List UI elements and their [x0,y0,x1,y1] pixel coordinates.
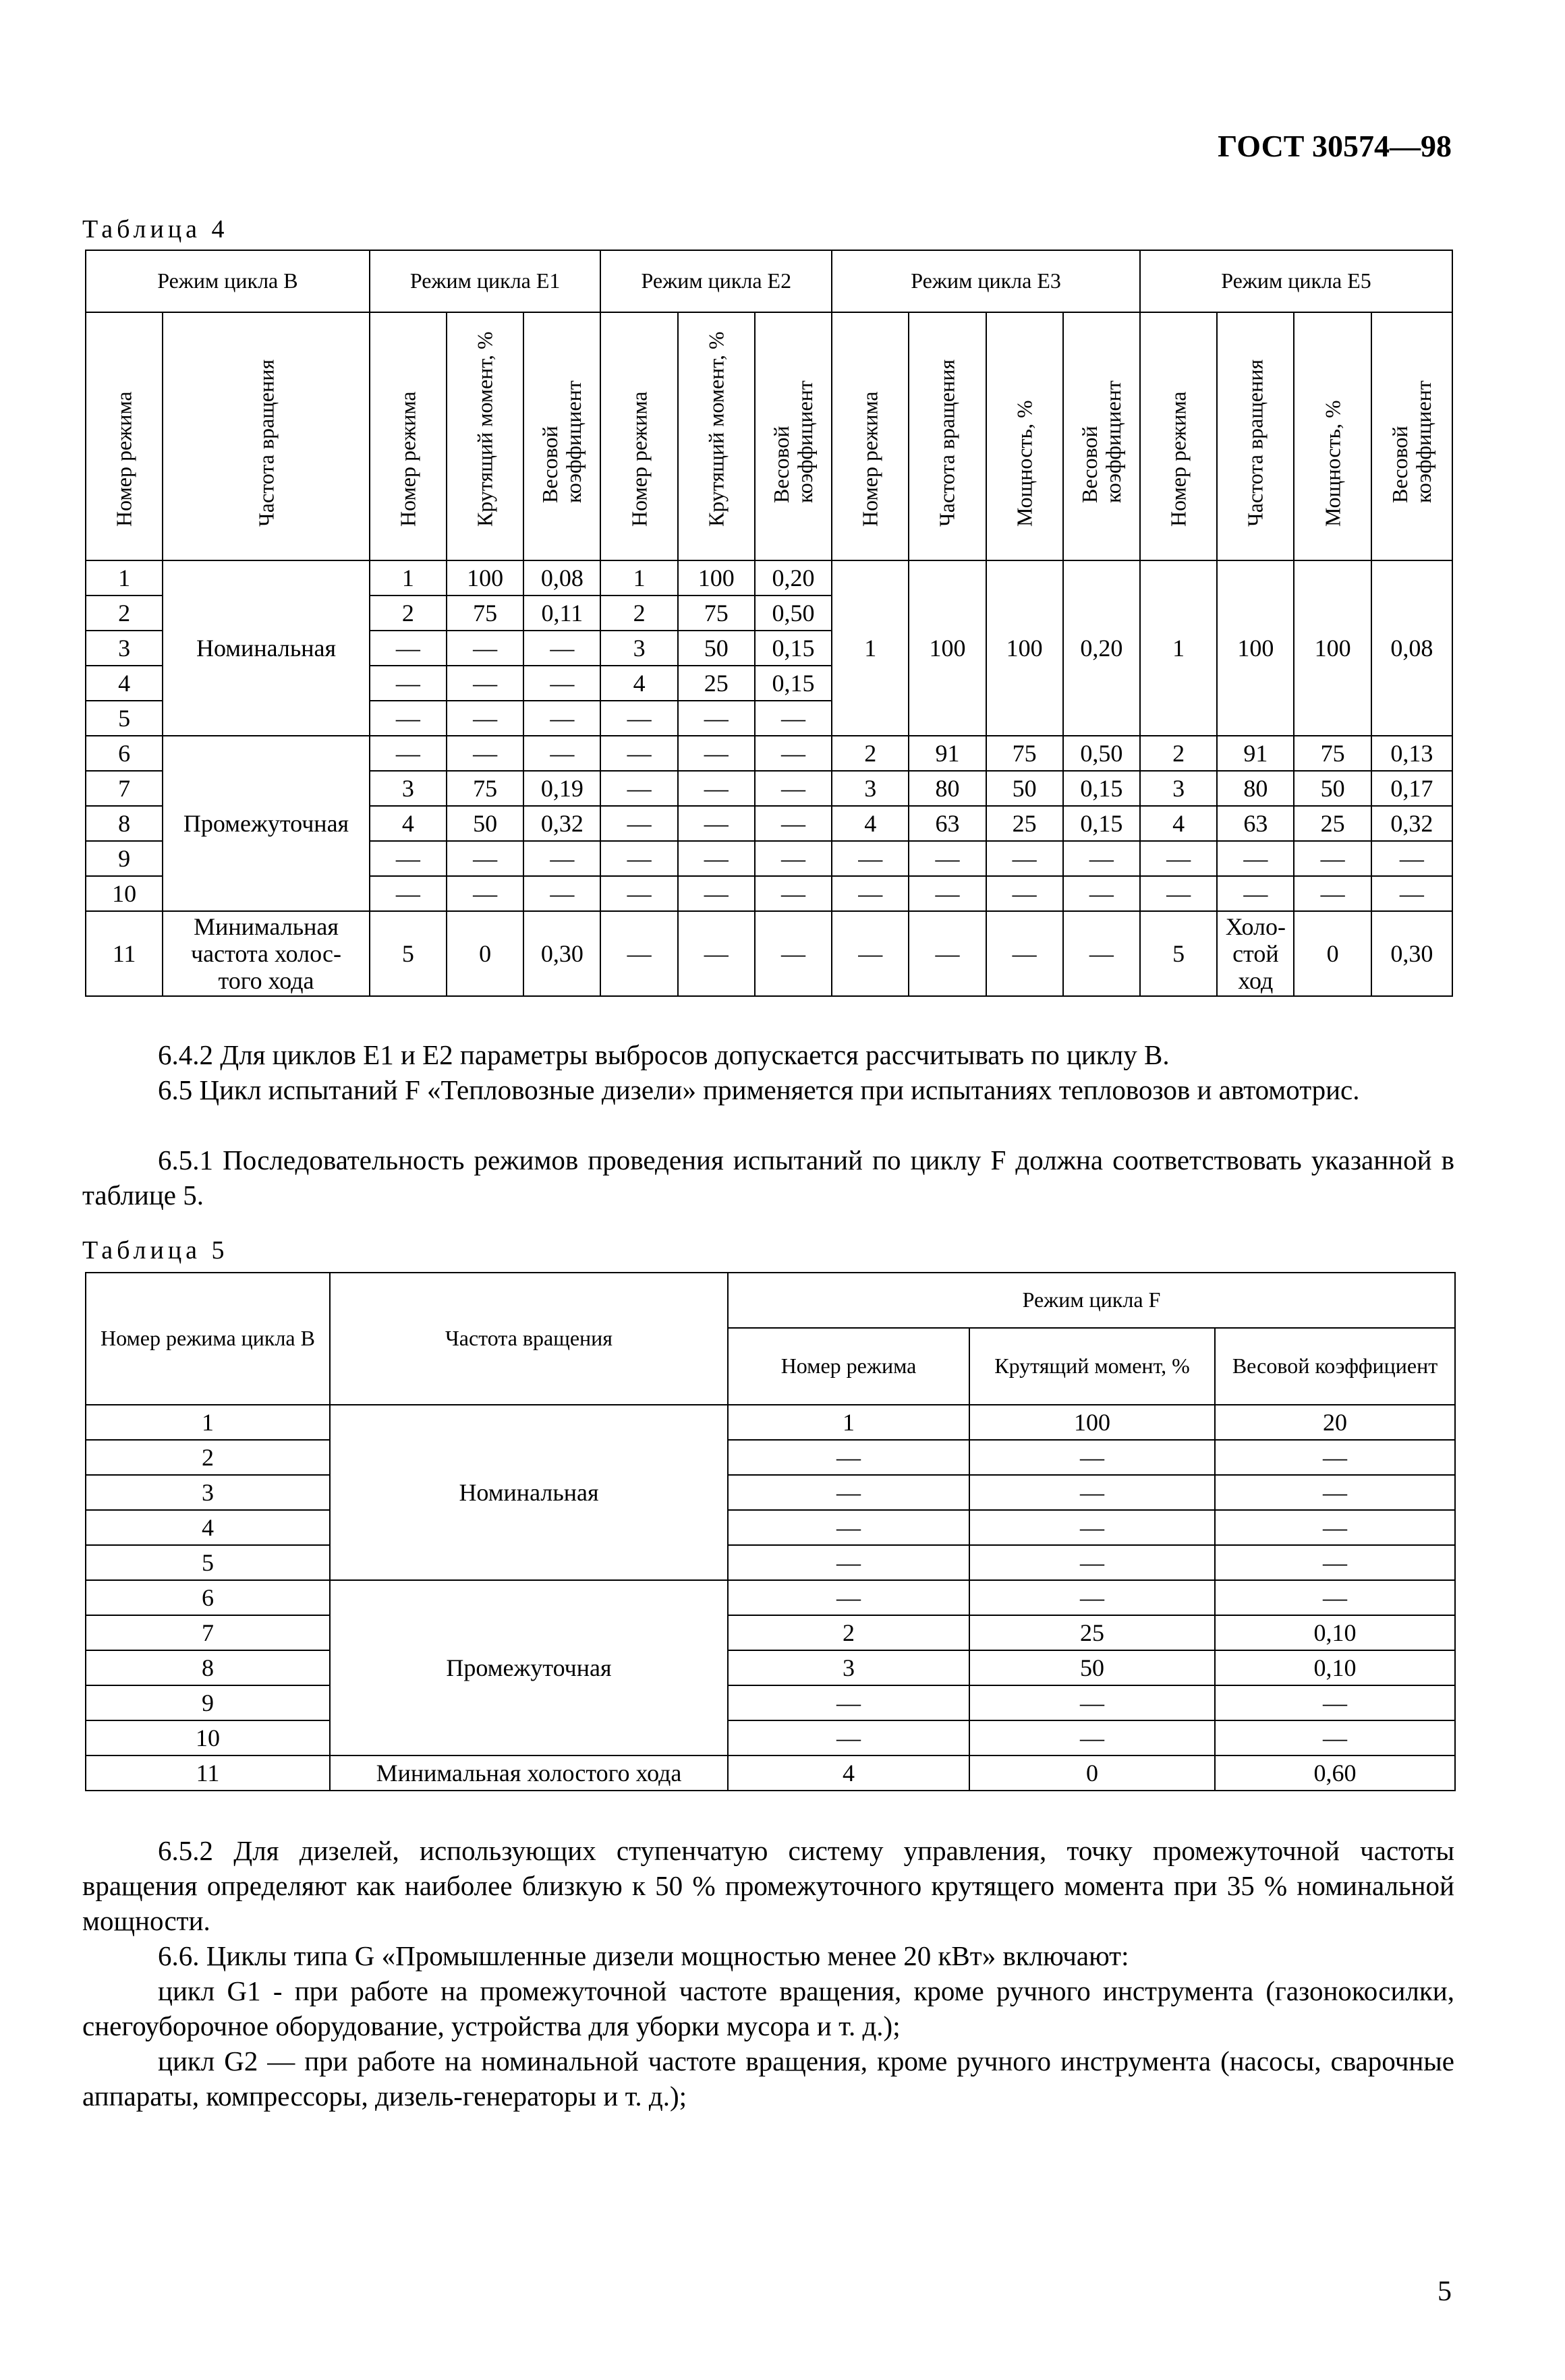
mode-b-cell: 10 [86,1720,330,1755]
e5-idle-line: стой [1232,939,1279,967]
vertical-headers-row [86,312,1452,560]
header-mode-no: Номер режима [728,1328,969,1405]
cycle-f-cell: — [728,1720,969,1755]
mode-b-cell: 1 [86,1405,330,1440]
paragraph-6-4-2: 6.4.2 Для циклов Е1 и Е2 параметры выбросов допускается рассчитывать по циклу В. [158,1039,1170,1070]
header-power: Мощность, % [986,312,1063,560]
cycle-f-cell: — [1215,1685,1455,1720]
speed-idle-line: Минимальная [194,912,339,940]
cycle-f-cell: — [1215,1440,1455,1475]
cycle-f-cell: 20 [1215,1405,1455,1440]
mode-b-cell: 6 [86,736,163,771]
e1-cell: — [447,631,523,666]
e3-cell: 75 [986,736,1063,771]
e5-cell: — [1371,841,1452,876]
header-mode-no: Номер режима [370,312,447,560]
e2-cell: 3 [600,631,677,666]
e1-cell: — [523,736,600,771]
e2-cell: 0,20 [755,560,832,596]
e3-nominal-cell: 1 [832,560,909,736]
e5-cell: 25 [1294,806,1371,841]
e5-idle-cell [1217,911,1294,996]
e3-cell: — [909,876,986,911]
e3-cell: 63 [909,806,986,841]
e1-cell: 4 [370,806,447,841]
header-torque: Крутящий момент, % [447,312,523,560]
e2-cell: — [755,806,832,841]
e2-cell: — [600,806,677,841]
header-weight: Весовой коэффициент [755,312,832,560]
table-row [86,1475,1455,1510]
e1-cell: — [523,841,600,876]
e2-cell: — [678,806,755,841]
e1-cell: 1 [370,560,447,596]
e5-cell: 0,17 [1371,771,1452,806]
e1-cell: 2 [370,596,447,631]
e2-cell: — [678,841,755,876]
paragraph-cycle-g2: цикл G2 — при работе на номинальной частоте вращения, кроме ручного инструмента (насосы, сварочные аппараты, компрессоры, дизель-генераторы и т. д.); [82,2045,1454,2112]
e1-cell: — [447,736,523,771]
e1-cell: 50 [447,806,523,841]
header-torque: Крутящий момент, % [969,1328,1215,1405]
e1-cell: — [370,701,447,736]
header-mode-no: Номер режима [832,312,909,560]
e5-cell: 0 [1294,911,1371,996]
e5-cell: — [1217,876,1294,911]
mode-b-cell: 5 [86,701,163,736]
mode-b-cell: 2 [86,1440,330,1475]
e2-cell: 75 [678,596,755,631]
e3-cell: — [909,841,986,876]
e1-cell: — [370,876,447,911]
e3-nominal-cell: 100 [986,560,1063,736]
e3-cell: 0,15 [1063,771,1140,806]
mode-b-cell: 10 [86,876,163,911]
cycle-f-cell: — [969,1545,1215,1580]
paragraph-6-5: 6.5 Цикл испытаний F «Тепловозные дизели» применяется при испытаниях тепловозов и автомотрис. [158,1074,1360,1105]
table-row [86,1545,1455,1580]
e5-cell: 75 [1294,736,1371,771]
cycle-f-cell: — [1215,1475,1455,1510]
cycle-f-cell: — [1215,1580,1455,1615]
cycle-f-cell: 0,60 [1215,1755,1455,1791]
table-row [86,1650,1455,1685]
e2-cell: 1 [600,560,677,596]
e3-cell: 0,15 [1063,806,1140,841]
group-header-e3: Режим цикла Е3 [832,250,1140,312]
e2-cell: — [600,841,677,876]
e5-cell: — [1371,876,1452,911]
e1-cell: 0,08 [523,560,600,596]
e1-cell: — [447,876,523,911]
mode-b-cell: 1 [86,560,163,596]
cycle-f-cell: 50 [969,1650,1215,1685]
cycle-f-cell: — [969,1685,1215,1720]
header-speed: Частота вращения [163,312,370,560]
table-row [86,911,1452,996]
e2-cell: — [600,771,677,806]
e5-cell: 5 [1140,911,1217,996]
mode-b-cell: 3 [86,1475,330,1510]
e2-cell: 0,50 [755,596,832,631]
speed-nominal-cell: Номинальная [163,560,370,736]
e5-cell: — [1294,841,1371,876]
e1-cell: 0 [447,911,523,996]
e2-cell: — [678,911,755,996]
e2-cell: — [755,876,832,911]
e5-cell: 91 [1217,736,1294,771]
e5-cell: — [1140,876,1217,911]
mode-b-cell: 9 [86,1685,330,1720]
e3-cell: — [1063,911,1140,996]
e1-cell: — [370,631,447,666]
e5-cell: 0,32 [1371,806,1452,841]
e2-cell: — [678,771,755,806]
e1-cell: — [523,631,600,666]
e1-cell: — [523,876,600,911]
table5-caption: Таблица 5 [82,1236,229,1265]
e5-cell: 4 [1140,806,1217,841]
header-torque: Крутящий момент, % [678,312,755,560]
e5-cell: 3 [1140,771,1217,806]
e2-cell: 25 [678,666,755,701]
e5-cell: — [1217,841,1294,876]
e5-nominal-cell: 1 [1140,560,1217,736]
e3-cell: — [986,841,1063,876]
mode-b-cell: 11 [86,1755,330,1791]
document-code: ГОСТ 30574—98 [1218,129,1452,163]
mode-b-cell: 3 [86,631,163,666]
header-speed: Частота вращения [909,312,986,560]
page-number: 5 [1438,2276,1452,2307]
e1-cell: — [370,841,447,876]
table4-caption: Таблица 4 [82,215,229,243]
e2-cell: — [755,771,832,806]
e5-cell: — [1294,876,1371,911]
e5-cell: 50 [1294,771,1371,806]
speed-nominal-cell: Номинальная [330,1405,728,1580]
e3-cell: — [986,911,1063,996]
header-cycle-f: Режим цикла F [728,1273,1455,1328]
group-header-e5: Режим цикла Е5 [1140,250,1452,312]
e1-cell: — [523,701,600,736]
e3-cell: 91 [909,736,986,771]
cycle-f-cell: — [1215,1720,1455,1755]
table-row [86,1580,1455,1615]
cycle-f-cell: — [728,1685,969,1720]
cycle-f-cell: — [728,1510,969,1545]
e1-cell: — [370,736,447,771]
speed-idle-line: того хода [218,967,314,995]
table-row [86,736,1452,771]
cycle-f-cell: 1 [728,1405,969,1440]
cycle-f-cell: — [969,1440,1215,1475]
cycle-f-cell: — [969,1720,1215,1755]
e5-cell: — [1140,841,1217,876]
paragraph-6-6: 6.6. Циклы типа G «Промышленные дизели мощностью менее 20 кВт» включают: [158,1940,1129,1971]
table-row [86,560,1452,596]
group-header-e2: Режим цикла Е2 [600,250,832,312]
e3-cell: 25 [986,806,1063,841]
speed-idle-cell: Минимальная холостого хода [330,1755,728,1791]
e3-cell: 3 [832,771,909,806]
e2-cell: — [755,736,832,771]
speed-intermediate-cell: Промежуточная [163,736,370,911]
header-speed: Частота вращения [330,1273,728,1405]
cycle-f-cell: 0,10 [1215,1615,1455,1650]
cycle-f-cell: 2 [728,1615,969,1650]
e2-cell: 2 [600,596,677,631]
header-weight: Весовой коэффициент [1063,312,1140,560]
mode-b-cell: 7 [86,1615,330,1650]
e3-cell: 80 [909,771,986,806]
table-row [86,1510,1455,1545]
paragraph-6-5-1: 6.5.1 Последовательность режимов проведения испытаний по циклу F должна соответствовать указанной в таблице 5. [82,1144,1454,1211]
e1-cell: — [370,666,447,701]
e5-cell: 63 [1217,806,1294,841]
e3-cell: 0,50 [1063,736,1140,771]
e3-cell: — [909,911,986,996]
table-row [86,1720,1455,1755]
e2-cell: 0,15 [755,666,832,701]
e3-cell: — [1063,876,1140,911]
e1-cell: 75 [447,596,523,631]
cycle-f-cell: — [969,1580,1215,1615]
e3-nominal-cell: 0,20 [1063,560,1140,736]
e3-cell: — [832,911,909,996]
header-mode-b: Номер режима цикла В [86,1273,330,1405]
e1-cell: 3 [370,771,447,806]
e5-cell: 0,13 [1371,736,1452,771]
header-weight: Весовой коэффициент [1371,312,1452,560]
header-weight: Весовой коэффициент [523,312,600,560]
mode-b-cell: 8 [86,1650,330,1685]
speed-idle-cell [163,911,370,996]
header-weight: Весовой коэффициент [1215,1328,1455,1405]
e3-cell: — [1063,841,1140,876]
e3-cell: — [832,841,909,876]
cycle-f-cell: 3 [728,1650,969,1685]
group-header-e1: Режим цикла Е1 [370,250,601,312]
e2-cell: — [755,911,832,996]
paragraph-cycle-g1: цикл G1 - при работе на промежуточной частоте вращения, кроме ручного инструмента (газонокосилки, снегоуборочное оборудование, устройства для уборки мусора и т. д.); [82,1975,1454,2041]
table-5 [85,1272,1456,1791]
cycle-f-cell: — [969,1510,1215,1545]
table-row [86,1440,1455,1475]
e2-cell: 0,15 [755,631,832,666]
speed-idle-line: частота холос- [191,939,341,967]
cycle-f-cell: — [728,1475,969,1510]
cycle-f-cell: 100 [969,1405,1215,1440]
cycle-f-cell: — [1215,1510,1455,1545]
e1-cell: — [447,666,523,701]
mode-b-cell: 5 [86,1545,330,1580]
e3-cell: 2 [832,736,909,771]
cycle-f-cell: 25 [969,1615,1215,1650]
e3-cell: 50 [986,771,1063,806]
e3-cell: — [832,876,909,911]
e1-cell: — [447,701,523,736]
e1-cell: 5 [370,911,447,996]
e5-cell: 0,30 [1371,911,1452,996]
group-header-b: Режим цикла В [86,250,370,312]
mode-b-cell: 4 [86,1510,330,1545]
e2-cell: 100 [678,560,755,596]
e1-cell: 75 [447,771,523,806]
e5-nominal-cell: 100 [1217,560,1294,736]
mode-b-cell: 11 [86,911,163,996]
header-mode-no: Номер режима [86,312,163,560]
e1-cell: — [523,666,600,701]
e3-cell: 4 [832,806,909,841]
table-row [86,1685,1455,1720]
e2-cell: — [600,736,677,771]
e2-cell: — [678,876,755,911]
header-power: Мощность, % [1294,312,1371,560]
e2-cell: 4 [600,666,677,701]
cycle-f-cell: — [728,1440,969,1475]
e2-cell: — [755,701,832,736]
mode-b-cell: 7 [86,771,163,806]
e3-cell: — [986,876,1063,911]
mode-b-cell: 6 [86,1580,330,1615]
e3-nominal-cell: 100 [909,560,986,736]
e2-cell: — [755,841,832,876]
e5-nominal-cell: 100 [1294,560,1371,736]
table-row [86,1615,1455,1650]
mode-b-cell: 2 [86,596,163,631]
e1-cell: 0,30 [523,911,600,996]
table-row [86,1755,1455,1791]
mode-b-cell: 9 [86,841,163,876]
cycle-f-cell: — [969,1475,1215,1510]
e1-cell: 100 [447,560,523,596]
e2-cell: — [600,701,677,736]
cycle-f-cell: 4 [728,1755,969,1791]
e2-cell: 50 [678,631,755,666]
cycle-f-cell: — [728,1580,969,1615]
e5-idle-line: ход [1238,967,1274,995]
e1-cell: 0,11 [523,596,600,631]
paragraph-6-5-2: 6.5.2 Для дизелей, использующих ступенчатую систему управления, точку промежуточной частоты вращения определяют как наиболее близкую к 50 % промежуточного крутящего момента при 35 % номинальной мощности. [82,1835,1454,1936]
e5-cell: 2 [1140,736,1217,771]
e5-nominal-cell: 0,08 [1371,560,1452,736]
e5-cell: 80 [1217,771,1294,806]
header-speed: Частота вращения [1217,312,1294,560]
cycle-f-cell: 0,10 [1215,1650,1455,1685]
header-mode-no: Номер режима [1140,312,1217,560]
e2-cell: — [678,736,755,771]
e5-idle-line: Холо- [1225,912,1286,940]
cycle-f-cell: — [728,1545,969,1580]
e1-cell: 0,19 [523,771,600,806]
cycle-f-cell: — [1215,1545,1455,1580]
table-4 [85,250,1453,997]
mode-b-cell: 8 [86,806,163,841]
speed-intermediate-cell: Промежуточная [330,1580,728,1755]
cycle-f-cell: 0 [969,1755,1215,1791]
e2-cell: — [678,701,755,736]
table-row [86,1405,1455,1440]
e1-cell: — [447,841,523,876]
e2-cell: — [600,876,677,911]
e2-cell: — [600,911,677,996]
mode-b-cell: 4 [86,666,163,701]
e1-cell: 0,32 [523,806,600,841]
header-mode-no: Номер режима [600,312,677,560]
